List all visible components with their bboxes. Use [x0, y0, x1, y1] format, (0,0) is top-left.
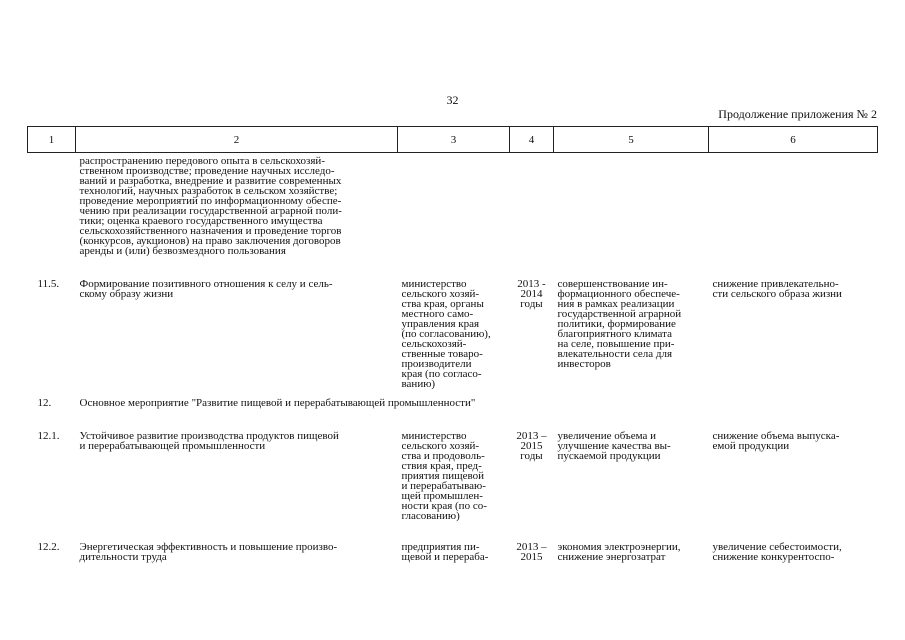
period-cell: 2013 – 2015 годы: [516, 430, 547, 462]
row-number-cell: 11.5.: [37, 278, 60, 290]
executor-cell: предприятия пи- щевой и перераба-: [401, 541, 489, 563]
section-heading-cell: Основное мероприятие "Развитие пищевой и перерабатывающей промышленности": [79, 397, 476, 409]
column-header-2: 2: [76, 127, 398, 153]
column-header-5: 5: [554, 127, 709, 153]
measure-name-cell: Энергетическая эффективность и повышение произво- дительности труда: [79, 541, 338, 563]
executor-cell: [398, 153, 510, 279]
column-header-3: 3: [398, 127, 510, 153]
consequence-cell: [709, 153, 878, 279]
executor-cell: министерство сельского хозяй- ства края, органы местного само- управления края (по согласованию), сельскохозяй- ственные товаро- производители края (по согласо- ванию): [401, 278, 491, 390]
page-number: 32: [446, 93, 459, 107]
table-row: [28, 541, 878, 562]
measure-name-cell: Формирование позитивного отношения к селу и сель- скому образу жизни: [79, 278, 333, 300]
column-header-4: 4: [510, 127, 554, 153]
period-cell: 2013 - 2014 годы: [517, 278, 546, 310]
period-cell: [510, 153, 554, 279]
table-row: [28, 430, 878, 541]
consequence-cell: снижение привлекательно- сти сельского образа жизни: [712, 278, 842, 300]
row-number-cell: 12.1.: [37, 430, 60, 442]
appendix-note: Продолжение приложения № 2: [718, 107, 877, 121]
result-cell: увеличение объема и улучшение качества вы- пускаемой продукции: [557, 430, 671, 462]
period-cell: 2013 – 2015: [516, 541, 547, 563]
result-cell: экономия электроэнергии, снижение энергозатрат: [557, 541, 681, 563]
consequence-cell: увеличение себестоимости, снижение конкурентоспо-: [712, 541, 842, 563]
result-cell: [554, 153, 709, 279]
table-row: [28, 278, 878, 397]
row-number-cell: [28, 153, 76, 279]
measure-name-cell: Устойчивое развитие производства продуктов пищевой и перерабатывающей промышленности: [79, 430, 339, 452]
result-cell: совершенствование ин- формационного обеспече- ния в рамках реализации государственной аграрной политики, формирование благоприятного климата на селе, повышение при- влекательности села для инвесторов: [557, 278, 682, 370]
column-header-1: 1: [28, 127, 76, 153]
measures-table: [27, 126, 878, 562]
measure-name-cell: распространению передового опыта в сельскохозяй- ственном производстве; проведение научных исследо- ваний и разработка, внедрение и развитие современных технологий, научных разработок в сельском хозяйстве; проведение мероприятий по информационному обеспе- чению при реализации государственной аграрной поли- тики; оценка краевого государственного имущества сельскохозяйственного назначения и проведение торгов (конкурсов, аукционов) на право заключения договоров аренды и (или) безвозмездного пользования: [79, 155, 342, 257]
executor-cell: министерство сельского хозяй- ства и продоволь- ствия края, пред- приятия пищевой и перерабатываю- щей промышлен- ности края (по со- гласованию): [401, 430, 487, 522]
row-number-cell: 12.2.: [37, 541, 60, 553]
row-number-cell: 12.: [37, 397, 52, 409]
consequence-cell: снижение объема выпуска- емой продукции: [712, 430, 840, 452]
table-row-continuation: [28, 153, 878, 279]
column-header-6: 6: [709, 127, 878, 153]
header-row: [28, 127, 878, 153]
table-row-section: [28, 397, 878, 430]
